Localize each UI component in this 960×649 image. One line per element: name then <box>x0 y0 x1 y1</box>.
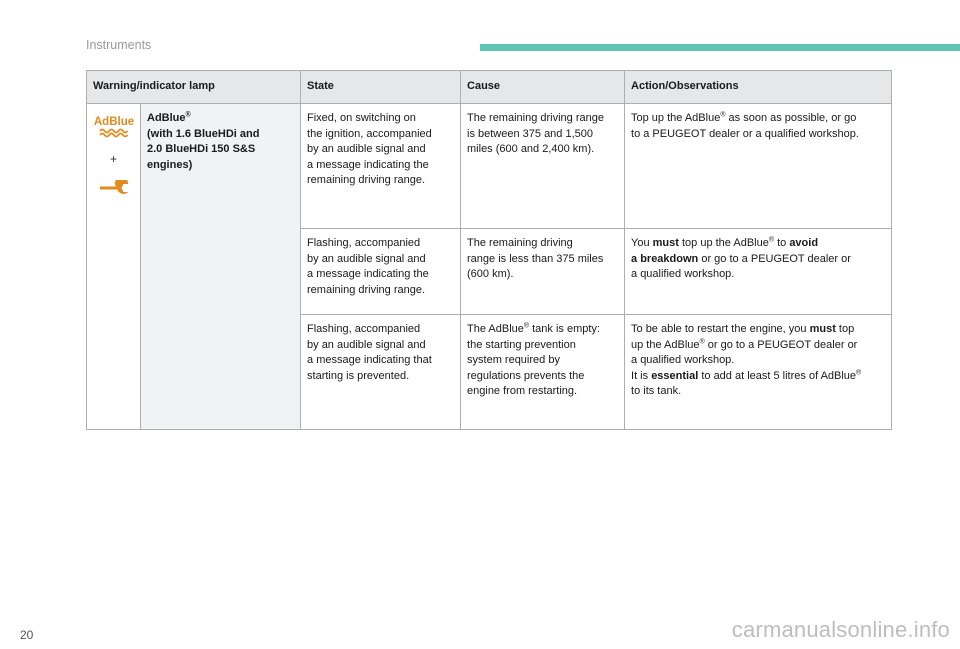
action-text: top <box>835 323 855 335</box>
plus-sign: + <box>109 152 117 166</box>
adblue-icon-text: AdBlue <box>93 116 134 128</box>
action-text: You <box>631 237 653 249</box>
action-cell <box>625 104 892 229</box>
cause-cell <box>461 104 625 229</box>
action-text: to add at least 5 litres of AdBlue <box>698 369 857 382</box>
action-line: a qualified workshop. <box>631 268 735 280</box>
state-line: remaining driving range. <box>307 283 426 296</box>
cause-line: engine from restarting. <box>467 385 578 397</box>
state-line: a message indicating the <box>307 268 429 280</box>
cause-line: (600 km). <box>467 268 514 280</box>
action-line <box>631 252 885 268</box>
lamp-name: AdBlue <box>147 112 186 124</box>
action-text: to <box>774 237 790 249</box>
action-line: to its tank. <box>631 385 682 397</box>
table-header-row <box>87 71 892 104</box>
state-line: the ignition, accompanied <box>307 127 432 140</box>
header-state: State <box>301 71 461 104</box>
header-cause: Cause <box>461 71 625 104</box>
adblue-warning-icon <box>94 114 134 138</box>
registered-mark: ® <box>856 368 862 376</box>
action-emphasis: essential <box>651 369 699 382</box>
cause-line: system required by <box>467 354 560 366</box>
action-line: to a PEUGEOT dealer or a qualified workshop. <box>631 127 859 140</box>
lamp-icon-cell <box>87 104 141 430</box>
action-line <box>631 369 885 385</box>
state-cell <box>301 229 461 315</box>
cause-cell <box>461 315 625 430</box>
action-text: Top up the AdBlue <box>631 112 721 124</box>
registered-mark: ® <box>523 322 530 330</box>
state-line: Flashing, accompanied <box>307 237 421 249</box>
cause-line: The remaining driving <box>467 237 573 249</box>
action-text: as soon as possible, or go <box>725 112 857 124</box>
warning-lamp-table <box>86 70 892 430</box>
section-title: Instruments <box>86 38 152 52</box>
watermark[interactable]: carmanualsonline.info <box>731 617 950 642</box>
state-line: Flashing, accompanied <box>307 323 421 335</box>
page-number: 20 <box>20 628 34 642</box>
state-cell <box>301 315 461 430</box>
cause-line: The remaining driving range <box>467 112 604 124</box>
action-text: top up the AdBlue <box>678 237 769 249</box>
action-text: or go to a PEUGEOT dealer or <box>698 252 851 265</box>
header-warning-lamp: Warning/indicator lamp <box>87 71 301 104</box>
action-emphasis: avoid <box>789 237 819 249</box>
action-line: a qualified workshop. <box>631 354 735 366</box>
state-line: a message indicating the <box>307 158 429 171</box>
action-cell <box>625 315 892 430</box>
lamp-detail-line: 2.0 BlueHDi 150 S&S <box>147 143 256 155</box>
cause-line <box>467 322 618 338</box>
cause-cell <box>461 229 625 315</box>
cause-text: The AdBlue <box>467 323 524 335</box>
action-emphasis: must <box>652 237 679 249</box>
action-text: up the AdBlue <box>631 338 700 351</box>
state-line: a message indicating that <box>307 354 432 366</box>
cause-line: range is less than 375 miles <box>467 252 604 265</box>
action-line <box>631 236 885 252</box>
action-emphasis: must <box>809 323 836 335</box>
cause-line: regulations prevents the <box>467 369 585 382</box>
state-line: remaining driving range. <box>307 174 426 186</box>
lamp-detail-line: engines) <box>147 158 193 171</box>
registered-mark: ® <box>720 111 726 119</box>
state-line: by an audible signal and <box>307 252 426 265</box>
header-accent-bar <box>480 44 960 51</box>
state-line: Fixed, on switching on <box>307 112 416 124</box>
action-emphasis: a breakdown <box>631 252 699 265</box>
header-action: Action/Observations <box>625 71 892 104</box>
state-line: starting is prevented. <box>307 369 410 382</box>
state-line: by an audible signal and <box>307 143 426 155</box>
registered-mark: ® <box>699 337 705 345</box>
wrench-service-icon <box>99 180 129 196</box>
action-text: or go to a PEUGEOT dealer or <box>704 338 858 351</box>
registered-mark: ® <box>768 236 775 244</box>
cause-text: tank is empty: <box>529 323 600 335</box>
state-line: by an audible signal and <box>307 338 426 351</box>
lamp-detail-line: (with 1.6 BlueHDi and <box>147 127 260 140</box>
action-line <box>631 322 885 338</box>
action-line <box>631 338 885 354</box>
action-line <box>631 111 885 127</box>
table-row <box>87 104 892 229</box>
action-cell <box>625 229 892 315</box>
state-cell <box>301 104 461 229</box>
cause-line: is between 375 and 1,500 <box>467 127 594 140</box>
action-text: To be able to restart the engine, you <box>631 323 810 335</box>
cause-line: miles (600 and 2,400 km). <box>467 143 595 155</box>
registered-mark: ® <box>185 111 191 119</box>
lamp-name-cell <box>141 104 301 430</box>
cause-line: the starting prevention <box>467 338 576 351</box>
action-text: It is <box>631 369 652 382</box>
